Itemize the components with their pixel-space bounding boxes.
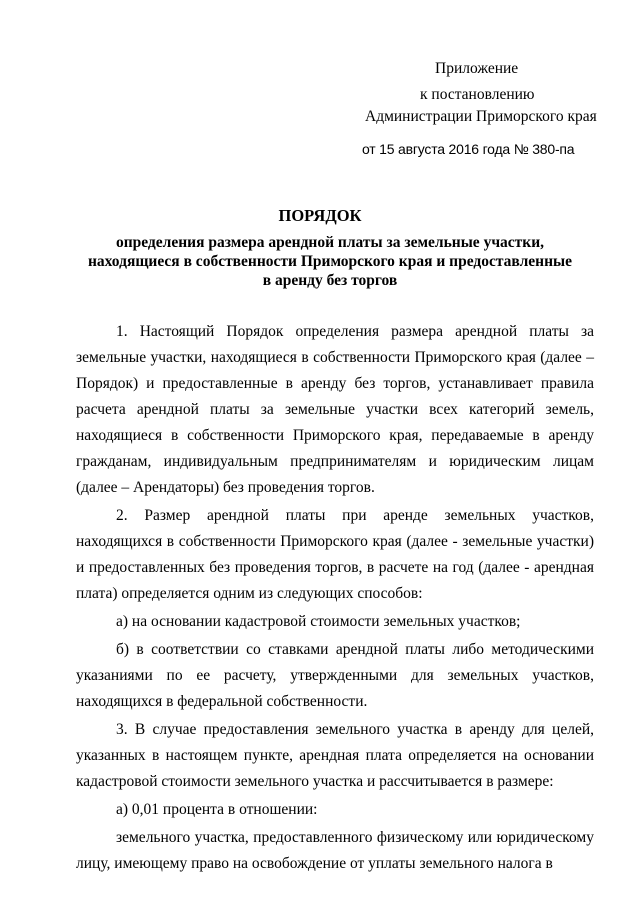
paragraph-2b: б) в соответствии со ставками арендной платы либо методическими указаниями по ее расчету, утвержденными для земельных участков, находящихся в федеральной собственности. [76,641,594,710]
document-body [76,319,594,877]
resolution-date-number: от 15 августа 2016 года № 380-па [362,141,575,157]
subtitle-line-1: определения размера арендной платы за земельные участки, [115,234,545,251]
paragraph-3a: а) 0,01 процента в отношении: [116,801,318,818]
paragraph-3a-text: земельного участка, предоставленного физическому или юридическому лицу, имеющему право на освобождение от уплаты земельного налога в [76,829,594,872]
document-title: ПОРЯДОК [278,206,362,225]
paragraph-3: 3. В случае предоставления земельного участка в аренду для целей, указанных в настоящем пункте, арендная плата определяется на основании кадастровой стоимости земельного участка и рассчитывается в размере: [76,721,594,790]
subtitle-line-2: находящиеся в собственности Приморского края и предоставленные [87,253,573,270]
paragraph-1: 1. Настоящий Порядок определения размера арендной платы за земельные участки, находящиеся в собственности Приморского края (далее – Порядок) и предоставленные в аренду без торгов, устанавливает правила расчета арендной платы за земельные участки всех категорий земель, находящиеся в собственности Приморского края, передаваемые в аренду гражданам, индивидуальным предпринимателям и юридическим лицам (далее – Арендаторы) без проведения торгов. [76,323,594,496]
administration-name: Администрации Приморского края [365,108,597,125]
appendix-label: Приложение [435,60,519,77]
document-subtitle [60,233,600,290]
subtitle-line-3: в аренду без торгов [262,272,398,289]
resolution-ref: к постановлению [420,86,535,103]
paragraph-2: 2. Размер арендной платы при аренде земельных участков, находящихся в собственности Приморского края (далее - земельные участки) и предоставленных без проведения торгов, в расчете на год (далее - арендная плата) определяется одним из следующих способов: [76,507,594,602]
paragraph-2a: а) на основании кадастровой стоимости земельных участков; [116,613,521,630]
approval-header [330,58,630,160]
